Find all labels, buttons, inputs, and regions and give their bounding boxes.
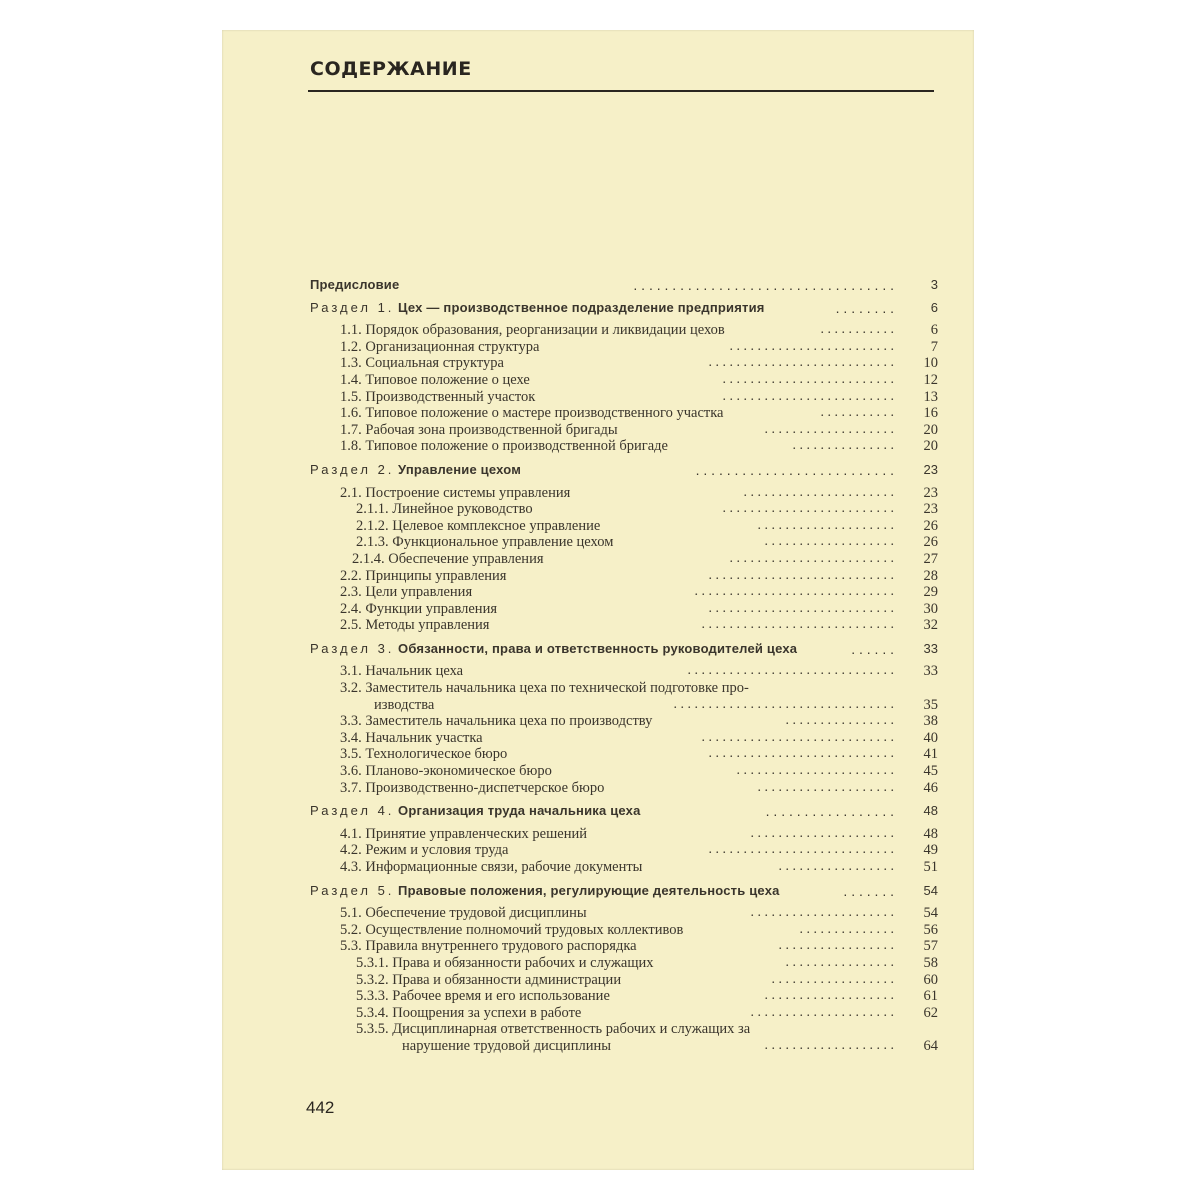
toc-section — [310, 462, 938, 479]
toc-item-text: 3.4. Начальник участка — [340, 729, 483, 746]
toc-item-text: 5.3.3. Рабочее время и его использование — [356, 988, 610, 1005]
toc-page-number: 26 — [923, 517, 938, 534]
toc-page-number: 38 — [923, 713, 938, 730]
toc-page-number: 58 — [923, 954, 938, 971]
toc-item — [310, 680, 938, 697]
toc-item-text: 2.4. Функции управления — [340, 600, 498, 617]
toc-page-number: 62 — [923, 1004, 938, 1021]
toc-item-text: 2.2. Принципы управления — [340, 567, 507, 584]
toc-item-text: 2.5. Методы управления — [340, 617, 490, 634]
toc-item — [310, 438, 938, 455]
toc-section — [310, 277, 938, 294]
toc-item — [310, 826, 938, 843]
toc-section-title — [310, 277, 399, 294]
toc-page-number: 29 — [923, 584, 938, 601]
toc-leader-dots: . . . . . . . . . . . . . . . . . . . . . . . . . . . . . . — [687, 663, 894, 679]
toc-page-number: 23 — [923, 484, 938, 501]
toc-item — [310, 663, 938, 680]
toc-item-text: 5.1. Обеспечение трудовой дисциплины — [340, 905, 587, 922]
toc-item-text: 5.3.1. Права и обязанности рабочих и служащих — [356, 954, 654, 971]
toc-leader-dots: . . . . . . . . . . . . . . . . . . . . . . . . . . . — [708, 567, 894, 583]
toc-page-number: 7 — [930, 338, 938, 355]
toc-page-number: 60 — [923, 971, 938, 988]
toc-leader-dots: . . . . . . . . . . . . . . . . . — [778, 859, 894, 874]
toc-section-name: Правовые положения, регулирующие деятельность цеха — [398, 882, 780, 898]
toc-item — [310, 355, 938, 372]
toc-item-text: 3.3. Заместитель начальника цеха по производству — [340, 713, 653, 730]
toc-item-text: 1.5. Производственный участок — [340, 388, 536, 405]
toc-item — [310, 534, 938, 551]
toc-section-name: Цех — производственное подразделение предприятия — [398, 299, 765, 315]
toc-leader-dots: . . . . . . . . . . . . . . . . . . . . . — [750, 825, 894, 841]
toc-item — [310, 405, 938, 422]
toc-item — [310, 905, 938, 922]
toc-item — [310, 1038, 938, 1055]
toc-leader-dots: . . . . . . . . . . . — [820, 322, 894, 338]
toc-page-number: 12 — [923, 371, 938, 388]
toc-page-number: 30 — [923, 600, 938, 617]
toc-page-number: 20 — [923, 438, 938, 455]
toc-item-text: 1.3. Социальная структура — [340, 355, 504, 372]
toc-leader-dots: . . . . . . . . . . . . . . . . . . . . . . . . . — [722, 501, 894, 517]
toc-section — [310, 803, 938, 820]
toc-item-text: 5.3. Правила внутреннего трудового распорядка — [340, 938, 637, 955]
toc-item-text: 2.1.4. Обеспечение управления — [352, 550, 544, 567]
toc-item-text: 2.1. Построение системы управления — [340, 484, 571, 501]
toc-leader-dots: . . . . . . . . . . . . . . . . . . . . . — [750, 1004, 894, 1020]
toc-page-number: 46 — [923, 779, 938, 796]
toc-page-number: 35 — [923, 696, 938, 713]
toc-leader-dots: . . . . . . . . . . . . . . . . . . . . . . . . . . . . . . . . — [673, 696, 894, 712]
toc-page-number: 48 — [923, 825, 938, 842]
toc-item — [310, 972, 938, 989]
toc-item — [310, 859, 938, 876]
toc-leader-dots: . . . . . . — [851, 640, 894, 657]
toc-leader-dots: . . . . . . . . . . . . . . . . . . — [771, 971, 894, 987]
toc-leader-dots: . . . . . . . . . . . . . . . . . . . . . . . — [736, 763, 894, 779]
toc-section-prefix: Раздел 5. — [310, 882, 395, 898]
toc-leader-dots: . . . . . . . . . . . . . . . — [792, 438, 894, 454]
toc-page-number: 64 — [923, 1037, 938, 1054]
toc-item-text: 3.1. Начальник цеха — [340, 663, 464, 680]
toc-page-number: 26 — [923, 534, 938, 551]
toc-page-number: 56 — [923, 921, 938, 938]
toc-leader-dots: . . . . . . . . . . . . . . . . . . . . . . . . . — [722, 371, 894, 387]
toc-item — [310, 601, 938, 618]
toc-item — [310, 551, 938, 568]
toc-leader-dots: . . . . . . . . . . . . . . — [799, 921, 894, 937]
toc-item — [310, 780, 938, 797]
toc-leader-dots: . . . . . . . — [843, 882, 894, 899]
toc-item-text: 3.7. Производственно-диспетчерское бюро — [340, 779, 605, 796]
toc-section-prefix: Раздел 2. — [310, 461, 395, 477]
toc-section-title — [310, 883, 780, 900]
toc-item-text: 4.2. Режим и условия труда — [340, 842, 509, 859]
toc-page-number: 41 — [923, 746, 938, 763]
toc-page-number: 33 — [923, 663, 938, 680]
table-of-contents — [310, 277, 938, 1055]
toc-page-number: 6 — [930, 322, 938, 339]
toc-item — [310, 988, 938, 1005]
toc-leader-dots: . . . . . . . . . . . . . . . . . . . . . . . . . — [722, 388, 894, 404]
toc-section — [310, 883, 938, 900]
toc-leader-dots: . . . . . . . . . . . . . . . . . . . . . . . . . . . . — [701, 617, 894, 633]
toc-item-text: 5.3.2. Права и обязанности администрации — [356, 971, 622, 988]
toc-item-text: 2.1.1. Линейное руководство — [356, 501, 533, 518]
toc-leader-dots: . . . . . . . . . . . . . . . . . . . . — [757, 779, 894, 795]
toc-item — [310, 389, 938, 406]
toc-page-number: 45 — [923, 763, 938, 780]
toc-item — [310, 1021, 938, 1038]
toc-item — [310, 746, 938, 763]
toc-section-name: Обязанности, права и ответственность руководителей цеха — [398, 640, 798, 656]
toc-item-text: 4.1. Принятие управленческих решений — [340, 825, 587, 842]
toc-item — [310, 422, 938, 439]
toc-item-text: 1.8. Типовое положение о производственной бригаде — [340, 438, 668, 455]
toc-page-number: 28 — [923, 567, 938, 584]
toc-section-title — [310, 300, 765, 317]
toc-page-number: 49 — [923, 842, 938, 859]
toc-page-number: 13 — [923, 388, 938, 405]
toc-page-number: 32 — [923, 617, 938, 634]
toc-item-text: 3.6. Планово-экономическое бюро — [340, 763, 552, 780]
toc-page-number: 54 — [923, 905, 938, 922]
toc-item — [310, 922, 938, 939]
toc-leader-dots: . . . . . . . . . . . . . . . . . . . . . . . . . . . — [708, 746, 894, 762]
toc-page-number: 54 — [923, 882, 938, 898]
toc-section-title — [310, 641, 797, 658]
toc-page-number: 23 — [923, 461, 938, 477]
toc-item-text: 5.3.4. Поощрения за успехи в работе — [356, 1004, 582, 1021]
title-underline — [308, 90, 934, 92]
toc-item-text: 2.1.3. Функциональное управление цехом — [356, 534, 614, 551]
toc-section-title — [310, 803, 641, 820]
toc-item — [310, 339, 938, 356]
toc-leader-dots: . . . . . . . . . . . . . . . . — [785, 713, 894, 729]
toc-page-number: 10 — [923, 355, 938, 372]
toc-leader-dots: . . . . . . . . . . . . . . . . . . . . . . . . — [729, 550, 894, 566]
toc-leader-dots: . . . . . . . . . . . . . . . . — [785, 954, 894, 970]
toc-page-number: 3 — [930, 277, 938, 292]
toc-item — [310, 617, 938, 634]
toc-item-text: 3.5. Технологическое бюро — [340, 746, 508, 763]
toc-item-text: 5.3.5. Дисциплинарная ответственность рабочих и служащих за — [356, 1021, 751, 1038]
toc-item-text: 5.2. Осуществление полномочий трудовых коллективов — [340, 921, 684, 938]
toc-leader-dots: . . . . . . . . . . . . . . . . . . . . . . . . . . . . — [701, 729, 894, 745]
toc-item-text: 1.1. Порядок образования, реорганизации и ликвидации цехов — [340, 322, 725, 339]
toc-page-number: 61 — [923, 988, 938, 1005]
toc-leader-dots: . . . . . . . . . . . . . . . . . . . . — [757, 517, 894, 533]
toc-item — [310, 763, 938, 780]
toc-section-name: Управление цехом — [398, 461, 522, 477]
toc-section-prefix: Раздел 4. — [310, 803, 395, 819]
toc-page-number: 20 — [923, 421, 938, 438]
toc-item — [310, 501, 938, 518]
toc-page-number: 57 — [923, 938, 938, 955]
toc-item — [310, 584, 938, 601]
toc-leader-dots: . . . . . . . . . . . . . . . . . . . — [764, 1037, 894, 1053]
toc-page-number: 51 — [923, 859, 938, 875]
toc-leader-dots: . . . . . . . . . . . . . . . . . . . — [764, 988, 894, 1004]
toc-leader-dots: . . . . . . . . . . . . . . . . . . . . . . . . . . . — [708, 355, 894, 371]
toc-section — [310, 300, 938, 317]
toc-item-text: 1.6. Типовое положение о мастере производственного участка — [340, 405, 724, 422]
book-page — [222, 30, 974, 1170]
toc-item-text: 2.3. Цели управления — [340, 584, 473, 601]
toc-section-title — [310, 462, 521, 479]
toc-item — [310, 1005, 938, 1022]
toc-item — [310, 485, 938, 502]
toc-item — [310, 730, 938, 747]
toc-leader-dots: . . . . . . . . . . . . . . . . . — [778, 938, 894, 954]
toc-page-number: 27 — [923, 550, 938, 567]
toc-section-name: Предисловие — [310, 277, 400, 292]
toc-leader-dots: . . . . . . . . . . . . . . . . . . . . . — [750, 905, 894, 921]
toc-item — [310, 938, 938, 955]
toc-item — [310, 518, 938, 535]
toc-leader-dots: . . . . . . . . . . . . . . . . . . . . . . — [743, 484, 894, 500]
toc-item-text: 2.1.2. Целевое комплексное управление — [356, 517, 601, 534]
toc-page-number: 33 — [923, 640, 938, 656]
toc-item-text: 1.7. Рабочая зона производственной бригады — [340, 421, 618, 438]
toc-leader-dots: . . . . . . . . . . . . . . . . . . . . . . . . — [729, 338, 894, 354]
toc-leader-dots: . . . . . . . . . . . . . . . . . . . — [764, 534, 894, 550]
toc-page-number: 16 — [923, 405, 938, 422]
toc-item — [310, 713, 938, 730]
toc-item — [310, 842, 938, 859]
toc-item-text: 1.2. Организационная структура — [340, 338, 540, 355]
toc-item — [310, 322, 938, 339]
toc-leader-dots: . . . . . . . . . . . . . . . . . — [765, 803, 894, 820]
toc-item-text: 4.3. Информационные связи, рабочие документы — [340, 859, 643, 875]
toc-item-text: 3.2. Заместитель начальника цеха по технической подготовке про- — [340, 680, 749, 697]
toc-leader-dots: . . . . . . . . . . . — [820, 405, 894, 421]
toc-page-number: 40 — [923, 729, 938, 746]
toc-page-number: 23 — [923, 501, 938, 518]
toc-section-prefix: Раздел 3. — [310, 640, 395, 656]
page-title: СОДЕРЖАНИЕ — [310, 58, 472, 80]
toc-leader-dots: . . . . . . . . . . . . . . . . . . . . . . . . . . — [695, 461, 894, 478]
toc-leader-dots: . . . . . . . . . . . . . . . . . . . . . . . . . . . . . . . . . . — [633, 277, 894, 293]
toc-item — [310, 568, 938, 585]
toc-item-text: изводства — [374, 696, 435, 713]
toc-leader-dots: . . . . . . . . . . . . . . . . . . . . . . . . . . . . . — [694, 584, 894, 600]
toc-leader-dots: . . . . . . . . — [835, 299, 894, 316]
page-number: 442 — [306, 1098, 335, 1117]
toc-item — [310, 697, 938, 714]
toc-page-number: 48 — [923, 803, 938, 819]
toc-section-prefix: Раздел 1. — [310, 299, 395, 315]
toc-leader-dots: . . . . . . . . . . . . . . . . . . . . . . . . . . . — [708, 600, 894, 616]
toc-leader-dots: . . . . . . . . . . . . . . . . . . . . . . . . . . . — [708, 842, 894, 858]
toc-leader-dots: . . . . . . . . . . . . . . . . . . . — [764, 421, 894, 437]
toc-item — [310, 955, 938, 972]
toc-section — [310, 641, 938, 658]
toc-section-name: Организация труда начальника цеха — [398, 803, 641, 819]
toc-item-text: 1.4. Типовое положение о цехе — [340, 371, 530, 388]
toc-page-number: 6 — [930, 299, 938, 315]
toc-item-text: нарушение трудовой дисциплины — [402, 1037, 611, 1054]
toc-item — [310, 372, 938, 389]
